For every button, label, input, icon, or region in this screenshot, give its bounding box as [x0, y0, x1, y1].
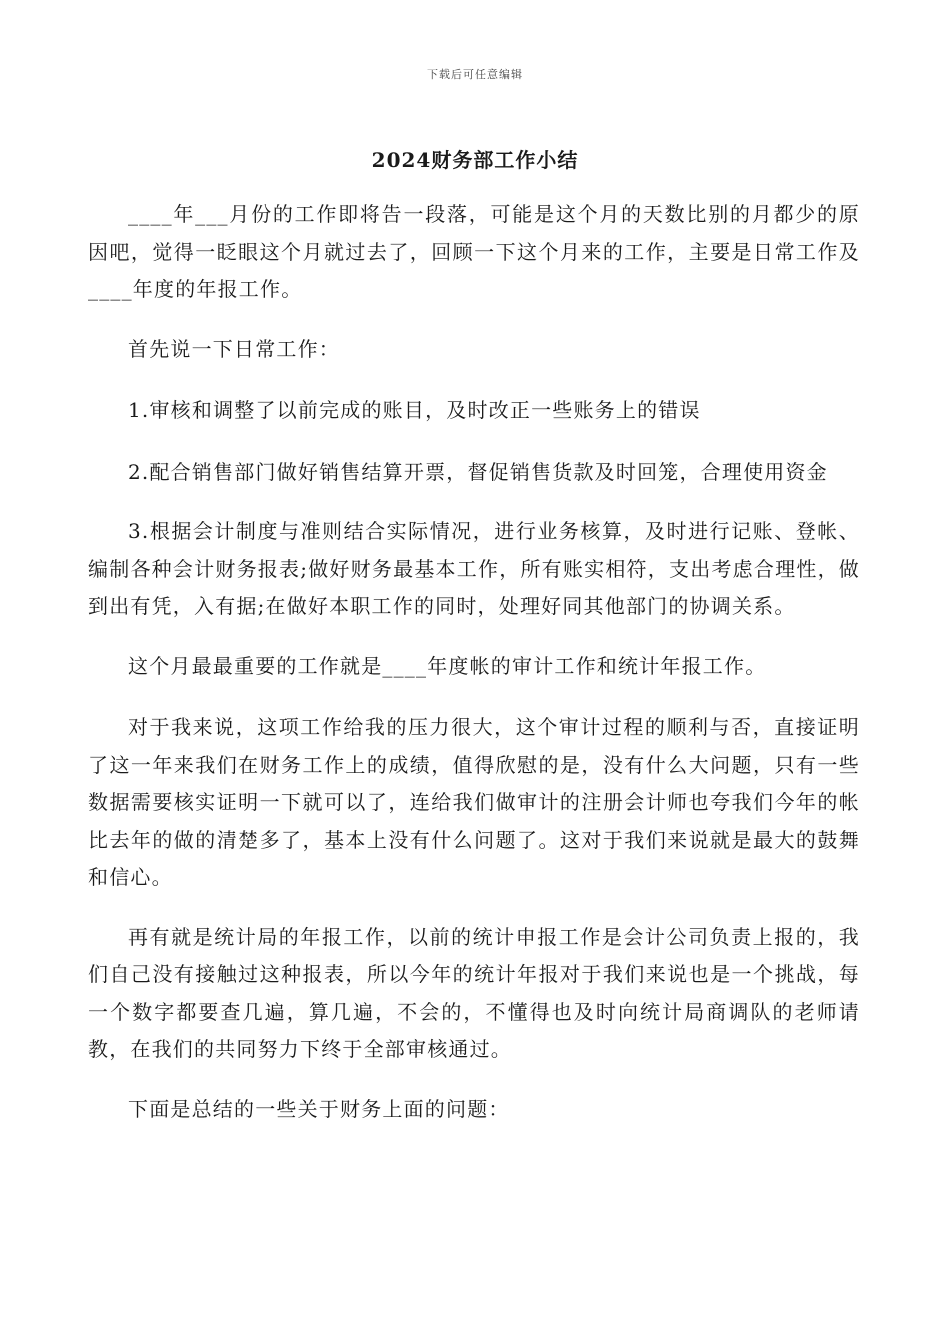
paragraph-statistics: 再有就是统计局的年报工作，以前的统计申报工作是会计公司负责上报的，我们自己没有接触过这种报表，所以今年的统计年报对于我们来说也是一个挑战，每一个数字都要查几遍，算几遍，不会的，不懂得也及时向统计局商调队的老师请教，在我们的共同努力下终于全部审核通过。 — [88, 924, 860, 1061]
paragraph-item-1: 1.审核和调整了以前完成的账目，及时改正一些账务上的错误 — [128, 398, 701, 422]
paragraph-daily-work-heading: 首先说一下日常工作： — [128, 336, 340, 361]
header-note: 下载后可任意编辑 — [427, 68, 523, 81]
document-title: 2024财务部工作小结 — [371, 148, 579, 172]
paragraph-audit: 对于我来说，这项工作给我的压力很大，这个审计过程的顺利与否，直接证明了这一年来我们在财务工作上的成绩，值得欣慰的是，没有什么大问题，只有一些数据需要核实证明一下就可以了，连给我们做审计的注册会计师也夸我们今年的帐比去年的做的清楚多了，基本上没有什么问题了。这对于我们来说就是最大的鼓舞和信心。 — [88, 715, 860, 889]
paragraph-key-work: 这个月最最重要的工作就是____年度帐的审计工作和统计年报工作。 — [128, 653, 767, 678]
paragraph-intro: ____年___月份的工作即将告一段落，可能是这个月的天数比别的月都少的原因吧，觉得一眨眼这个月就过去了，回顾一下这个月来的工作，主要是日常工作及____年度的年报工作。 — [88, 202, 860, 301]
document-body — [88, 196, 860, 1150]
paragraph-item-3: 3.根据会计制度与准则结合实际情况，进行业务核算，及时进行记账、登帐、编制各种会计财务报表;做好财务最基本工作，所有账实相符，支出考虑合理性，做到出有凭，入有据;在做好本职工作的同时，处理好同其他部门的协调关系。 — [88, 519, 860, 618]
paragraph-item-2: 2.配合销售部门做好销售结算开票，督促销售货款及时回笼，合理使用资金 — [128, 459, 828, 484]
paragraph-summary-lead: 下面是总结的一些关于财务上面的问题： — [128, 1096, 510, 1121]
